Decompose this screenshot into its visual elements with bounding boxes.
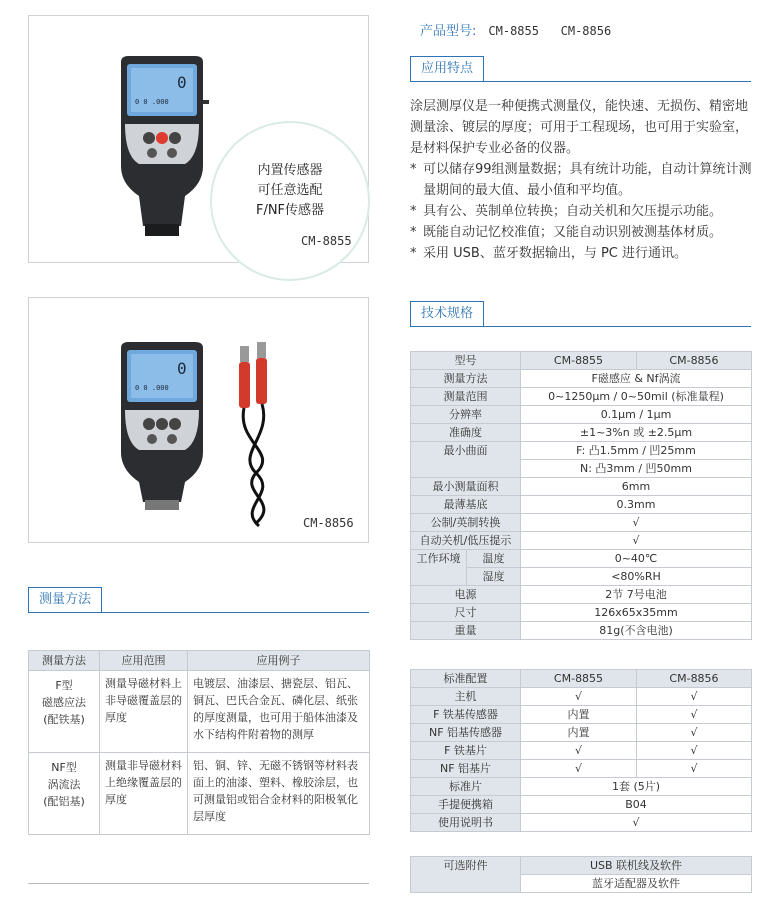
product-panel-cm8855: [28, 15, 369, 263]
spec-label: 工作环境: [411, 550, 467, 586]
std-value: B04: [521, 796, 752, 814]
standard-config-table: [410, 669, 752, 832]
bottom-divider: [28, 883, 369, 884]
model-values: CM-8855 CM-8856: [488, 24, 612, 38]
spec-value: ±1~3%n 或 ±2.5μm: [521, 424, 752, 442]
spec-value: 126x65x35mm: [521, 604, 752, 622]
method-type: NF型 涡流法 (配铝基): [29, 753, 100, 835]
std-item: NF 铝基片: [411, 760, 521, 778]
spec-value: √: [521, 532, 752, 550]
spec-value: <80%RH: [521, 568, 752, 586]
spec-value: 0~1250μm / 0~50mil (标准量程): [521, 388, 752, 406]
model-caption-cm8856: CM-8856: [303, 516, 354, 530]
spec-label: 分辨率: [411, 406, 521, 424]
spec-value: 0~40℃: [521, 550, 752, 568]
method-scope: 测量非导磁材料上绝缘覆盖层的厚度: [100, 753, 188, 835]
feature-bullet-4: * 采用 USB、蓝牙数据输出，与 PC 进行通讯。: [410, 243, 755, 264]
method-scope: 测量导磁材料上非导磁覆盖层的厚度: [100, 671, 188, 753]
spec-label: 测量范围: [411, 388, 521, 406]
std-item: F 铁基传感器: [411, 706, 521, 724]
spec-sublabel: 温度: [467, 550, 521, 568]
spec-label: 最薄基底: [411, 496, 521, 514]
specs-header-cm8856: CM-8856: [637, 352, 752, 370]
features-title: 应用特点: [410, 56, 484, 81]
sensor-note-circle: [210, 121, 370, 281]
method-header-method: 测量方法: [29, 651, 100, 671]
model-label: 产品型号:: [420, 24, 477, 39]
std-item: 使用说明书: [411, 814, 521, 832]
feature-bullet-1: * 可以储存99组测量数据；具有统计功能，自动计算统计测量期间的最大值、最小值和平均值。: [410, 159, 755, 201]
spec-value: 0.1μm / 1μm: [521, 406, 752, 424]
std-header-label: 标准配置: [411, 670, 521, 688]
std-value: 1套 (5片): [521, 778, 752, 796]
thickness-gauge-image: [107, 56, 217, 246]
product-model-line: [420, 20, 611, 39]
spec-sublabel: 湿度: [467, 568, 521, 586]
spec-label: 自动关机/低压提示: [411, 532, 521, 550]
svg-text:0 0 .000: 0 0 .000: [135, 98, 169, 106]
specs-header-cm8855: CM-8855: [521, 352, 637, 370]
std-value: 内置: [521, 706, 637, 724]
std-value: √: [521, 742, 637, 760]
std-header-cm8856: CM-8856: [637, 670, 752, 688]
optional-label: 可选附件: [411, 857, 521, 893]
std-header-cm8855: CM-8855: [521, 670, 637, 688]
spec-label: 电源: [411, 586, 521, 604]
circle-line-3: F/NF传感器: [255, 203, 325, 218]
optional-accessories-table: [410, 856, 752, 893]
spec-label: 公制/英制转换: [411, 514, 521, 532]
method-example: 电镀层、油漆层、搪瓷层、铝瓦、铜瓦、巴氏合金瓦、磷化层、纸张的厚度测量，也可用于船体油漆及水下结构件附着物的测厚: [188, 671, 370, 753]
specs-header-model: 型号: [411, 352, 521, 370]
std-item: F 铁基片: [411, 742, 521, 760]
specs-section-header: [410, 301, 751, 327]
std-item: 主机: [411, 688, 521, 706]
features-intro: 涂层测厚仪是一种便携式测量仪，能快速、无损伤、精密地测量涂、镀层的厚度；可用于工程现场，也可用于实验室，是材料保护专业必备的仪器。: [410, 99, 749, 156]
spec-value: N: 凸3mm / 凹50mm: [521, 460, 752, 478]
method-example: 铝、铜、锌、无磁不锈钢等材料表面上的油漆、塑料、橡胶涂层，也可测量铝或铝合金材料的阳极氧化层厚度: [188, 753, 370, 835]
method-table: [28, 650, 370, 835]
feature-bullet-2: * 具有公、英制单位转换；自动关机和欠压提示功能。: [410, 201, 755, 222]
spec-value: F: 凸1.5mm / 凹25mm: [521, 442, 752, 460]
std-value: √: [637, 760, 752, 778]
spec-value: 6mm: [521, 478, 752, 496]
std-item: 标准片: [411, 778, 521, 796]
spec-label: 最小测量面积: [411, 478, 521, 496]
specs-table: [410, 351, 752, 640]
svg-text:0 0 .000: 0 0 .000: [135, 384, 169, 392]
optional-item: USB 联机线及软件: [521, 857, 752, 875]
features-body: [410, 96, 755, 264]
method-title: 测量方法: [28, 587, 102, 612]
std-value: √: [521, 688, 637, 706]
circle-line-2: 可任意选配: [257, 183, 323, 198]
spec-value: 2节 7号电池: [521, 586, 752, 604]
method-header-example: 应用例子: [188, 651, 370, 671]
spec-value: 81g(不含电池): [521, 622, 752, 640]
svg-text:0: 0: [177, 73, 187, 92]
method-type: F型 磁感应法 (配铁基): [29, 671, 100, 753]
spec-label: 测量方法: [411, 370, 521, 388]
spec-label: 尺寸: [411, 604, 521, 622]
spec-value: √: [521, 514, 752, 532]
std-value: √: [521, 814, 752, 832]
specs-title: 技术规格: [410, 301, 484, 326]
feature-bullet-3: * 既能自动记忆校准值；又能自动识别被测基体材质。: [410, 222, 755, 243]
product-panel-cm8856: [28, 297, 369, 543]
svg-text:0: 0: [177, 359, 187, 378]
optional-item: 蓝牙适配器及软件: [521, 875, 752, 893]
std-value: 内置: [521, 724, 637, 742]
thickness-gauge-with-probe-image: [107, 342, 307, 532]
std-value: √: [637, 742, 752, 760]
method-section-header: [28, 587, 369, 613]
std-value: √: [521, 760, 637, 778]
method-header-scope: 应用范围: [100, 651, 188, 671]
spec-value: 0.3mm: [521, 496, 752, 514]
std-value: √: [637, 724, 752, 742]
std-item: 手提便携箱: [411, 796, 521, 814]
circle-line-1: 内置传感器: [257, 163, 323, 178]
spec-label: 最小曲面: [411, 442, 521, 478]
spec-label: 重量: [411, 622, 521, 640]
spec-value: F磁感应 & Nf涡流: [521, 370, 752, 388]
std-item: NF 铝基传感器: [411, 724, 521, 742]
std-value: √: [637, 706, 752, 724]
spec-label: 准确度: [411, 424, 521, 442]
model-caption-cm8855: CM-8855: [301, 234, 352, 248]
std-value: √: [637, 688, 752, 706]
features-section-header: [410, 56, 751, 82]
